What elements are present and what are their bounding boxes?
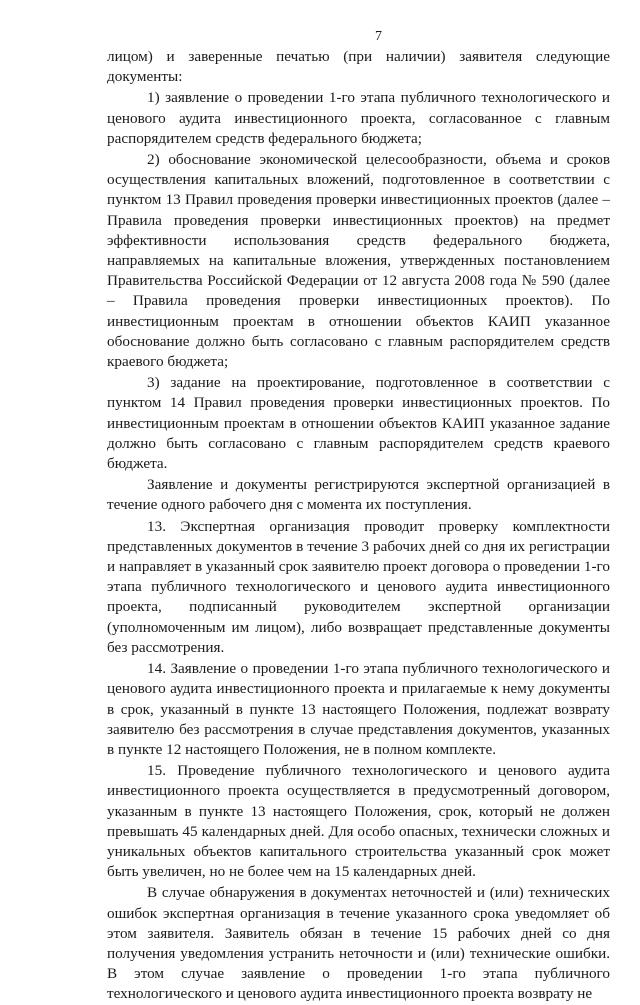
paragraph-item-1: 1) заявление о проведении 1-го этапа публичного технологического и ценового аудита инвестиционного проекта, согласованное с главным распорядителем средств федерального бюджета; xyxy=(107,89,610,147)
paragraph-continuation: лицом) и заверенные печатью (при наличии) заявителя следующие документы: xyxy=(107,48,610,86)
paragraph-item-2: 2) обоснование экономической целесообразности, объема и сроков осуществления капитальных вложений, подготовленное в соответствии с пунктом 13 Правил проведения проверки инвестиционных проектов (далее – Правила проведения проверки инвестиционных проектов) на предмет эффективности использования средств федерального бюджета, направляемых на капитальные вложения, утвержденных постановлением Правительства Российской Федерации от 12 августа 2008 года № 590 (далее – Правила проведения проверки инвестиционных проектов). По инвестиционным проектам в отношении объектов КАИП указанное обоснование должно быть согласовано с главным распорядителем средств краевого бюджета; xyxy=(107,151,610,371)
paragraph-clause-15: 15. Проведение публичного технологического и ценового аудита инвестиционного проекта осуществляется в предусмотренный договором, указанным в пункте 13 настоящего Положения, срок, который не должен превышать 45 календарных дней. Для особо опасных, технически сложных и уникальных объектов капитального строительства указанный срок может быть увеличен, но не более чем на 15 календарных дней. xyxy=(107,762,610,881)
paragraph-clause-13: 13. Экспертная организация проводит проверку комплектности представленных документов в течение 3 рабочих дней со дня их регистрации и направляет в указанный срок заявителю проект договора о проведении 1-го этапа публичного технологического и ценового аудита инвестиционного проекта, подписанный руководителем экспертной организации (уполномоченным им лицом), либо возвращает представленные документы без рассмотрения. xyxy=(107,517,610,656)
paragraph-registration: Заявление и документы регистрируются экспертной организацией в течение одного рабочего дня с момента их поступления. xyxy=(107,476,610,514)
paragraph-item-3: 3) задание на проектирование, подготовленное в соответствии с пунктом 14 Правил проведения проверки инвестиционных проектов. По инвестиционным проектам в отношении объектов КАИП указанное задание должно быть согласовано с главным распорядителем средств краевого бюджета. xyxy=(107,374,610,473)
paragraph-errors: В случае обнаружения в документах неточностей и (или) технических ошибок экспертная организация в течение указанного срока уведомляет об этом заявителя. Заявитель обязан в течение 15 рабочих дней со дня получения уведомления устранить неточности и (или) технические ошибки. В этом случае заявление о проведении 1-го этапа публичного технологического и ценового аудита инвестиционного проекта возврату не xyxy=(107,884,610,1003)
page-number: 7 xyxy=(375,29,382,44)
paragraph-clause-14: 14. Заявление о проведении 1-го этапа публичного технологического и ценового аудита инвестиционного проекта и прилагаемые к нему документы в срок, указанный в пункте 13 настоящего Положения, подлежат возврату заявителю без рассмотрения в случае представления документов, указанных в пункте 12 настоящего Положения, не в полном комплекте. xyxy=(107,660,610,758)
